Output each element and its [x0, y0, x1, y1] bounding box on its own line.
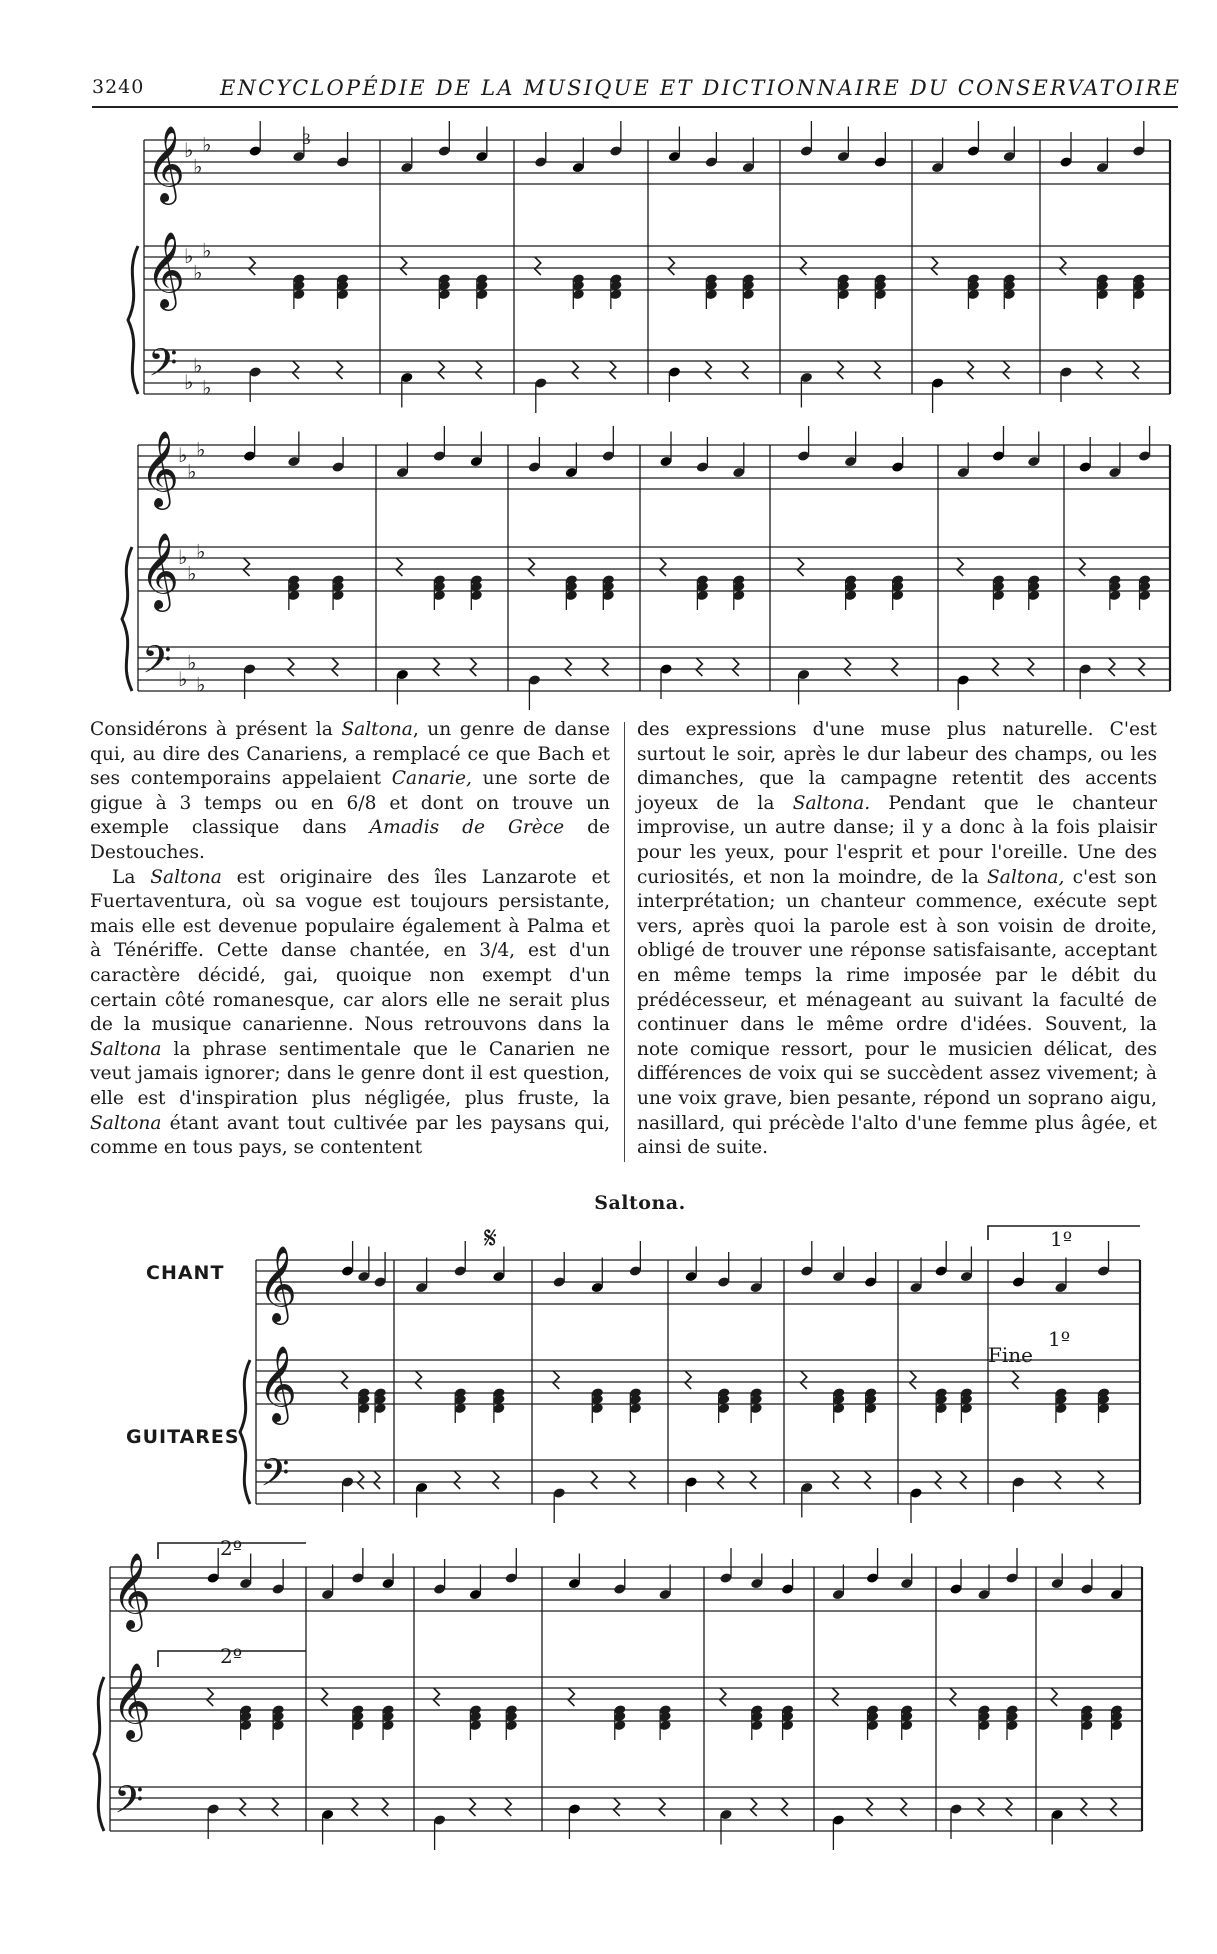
- treble-clef: 𝄞: [140, 430, 180, 508]
- rest-symbol: [493, 1471, 499, 1489]
- rest-symbol: [207, 1688, 213, 1706]
- bass-clef: 𝄢: [148, 340, 178, 394]
- rest-symbol: [837, 361, 843, 379]
- segno-sign: 𝄋: [484, 1221, 497, 1256]
- left-column-paragraph: [90, 718, 610, 866]
- article-column-right: [637, 718, 1157, 1161]
- rest-symbol: [288, 658, 294, 676]
- rest-symbol: [733, 658, 739, 676]
- triplet-mark: 3: [302, 132, 311, 148]
- rest-symbol: [568, 1688, 574, 1706]
- rest-symbol: [1060, 257, 1066, 275]
- rest-symbol: [591, 1471, 597, 1489]
- key-signature-flat: ♭: [187, 459, 197, 484]
- rest-symbol: [960, 1471, 966, 1489]
- rest-symbol: [1055, 1471, 1061, 1489]
- key-signature-flat: ♭: [178, 443, 188, 467]
- bass-clef: 𝄢: [114, 1777, 144, 1831]
- rest-symbol: [801, 1371, 807, 1389]
- rest-symbol: [867, 1798, 873, 1816]
- text-run: la phrase sentimentale que le Canarien ne veut jamais ignorer; dans le genre dont il est question, elle est d'inspiration plus négligée, plus fruste, la: [90, 1038, 610, 1109]
- key-signature-flat: ♭: [187, 561, 197, 586]
- rest-symbol: [454, 1471, 460, 1489]
- rest-symbol: [935, 1471, 941, 1489]
- right-column-paragraph: [637, 718, 1157, 1161]
- key-signature-flat: ♭: [196, 672, 206, 697]
- rest-symbol: [629, 1471, 635, 1489]
- text-run: de Destouches.: [90, 817, 610, 863]
- key-signature-flat: ♭: [184, 138, 194, 162]
- rest-symbol: [610, 361, 616, 379]
- rest-symbol: [505, 1798, 511, 1816]
- rest-symbol: [565, 658, 571, 676]
- text-run: c'est son interprétation; un chanteur commence, exécute sept vers, après quoi la parole est à son voisin de droite, obligé de trouver une réponse satisfaisante, acceptant en même temps la rime imposée par le débit du prédécesseur, et ménageant au suivant la faculté de continuer dans le même ordre d'idées. Souvent, la note comique ressort, pour le musicien délicat, des différences de voix qui se succèdent assez vivement; à une voix grave, bien pesante, répond un soprano aigu, nasillard, qui précède l'alto d'une femme plus âgée, et ainsi de suite.: [637, 866, 1157, 1159]
- key-signature-flat: ♭: [202, 132, 212, 157]
- rest-symbol: [332, 658, 338, 676]
- fine-mark: Fine: [988, 1343, 1033, 1367]
- treble-clef: 𝄞: [146, 231, 186, 309]
- italic-text: Saltona: [90, 1038, 162, 1060]
- rest-symbol: [382, 1798, 388, 1816]
- treble-clef: 𝄞: [258, 1345, 298, 1423]
- text-run: Considérons à présent la: [90, 719, 342, 740]
- rest-symbol: [416, 1371, 422, 1389]
- rest-symbol: [696, 658, 702, 676]
- rest-symbol: [602, 658, 608, 676]
- italic-text: Saltona: [341, 719, 413, 740]
- key-signature-flat: ♭: [193, 154, 203, 179]
- rest-symbol: [528, 558, 534, 576]
- score-system-1: [130, 125, 1178, 413]
- rest-symbol: [1111, 1798, 1117, 1816]
- text-run: Pendant que le chanteur improvise, un autre danse; il y a donc à la fois plaisir pour les yeux, pour l'esprit et pour l'oreille. Une des curiosités, et non la moindre, de la: [637, 792, 1157, 888]
- rest-symbol: [992, 658, 998, 676]
- rest-symbol: [322, 1688, 328, 1706]
- key-signature-flat: ♭: [193, 353, 203, 378]
- rest-symbol: [396, 558, 402, 576]
- key-signature-flat: ♭: [202, 238, 212, 263]
- running-title: ENCYCLOPÉDIE DE LA MUSIQUE ET DICTIONNAIRE DU CONSERVATOIRE: [220, 76, 1182, 100]
- treble-clef: 𝄞: [112, 1552, 152, 1630]
- italic-text: Saltona,: [987, 866, 1065, 888]
- italic-text: Saltona: [90, 1112, 162, 1134]
- rest-symbol: [1006, 1798, 1012, 1816]
- text-run: , un genre de danse qui, au dire des Canariens, a remplacé ce que Bach et ses contemporains appelaient: [90, 719, 610, 790]
- rest-symbol: [476, 361, 482, 379]
- rest-symbol: [978, 1798, 984, 1816]
- rest-symbol: [901, 1798, 907, 1816]
- rest-symbol: [1003, 361, 1009, 379]
- treble-clef: 𝄞: [140, 532, 180, 610]
- rest-symbol: [932, 257, 938, 275]
- rest-symbol: [782, 1798, 788, 1816]
- text-run: étant avant tout cultivée par les paysans qui, comme en tous pays, se contentent: [90, 1112, 610, 1159]
- brace: [94, 1677, 104, 1831]
- label-guitares: GUITARES: [126, 1426, 240, 1448]
- rest-symbol: [685, 1371, 691, 1389]
- score-system-2: [130, 430, 1178, 705]
- volta-2-label: 2º: [220, 1536, 243, 1560]
- rest-symbol: [1028, 658, 1034, 676]
- italic-text: Amadis de Grèce: [369, 817, 565, 839]
- volta-1-label-guitar: 1º: [1048, 1327, 1071, 1351]
- header-rule: [92, 106, 1178, 108]
- rest-symbol: [798, 558, 804, 576]
- bass-clef: 𝄢: [260, 1450, 290, 1504]
- rest-symbol: [470, 658, 476, 676]
- rest-symbol: [240, 1798, 246, 1816]
- treble-clef: 𝄞: [258, 1245, 298, 1323]
- rest-symbol: [910, 1371, 916, 1389]
- rest-symbol: [342, 1371, 348, 1389]
- brace: [122, 547, 132, 691]
- rest-symbol: [434, 1688, 440, 1706]
- key-signature-flat: ♭: [184, 244, 194, 268]
- score-system-3: [248, 1220, 1148, 1525]
- rest-symbol: [659, 1798, 665, 1816]
- column-divider: [624, 722, 625, 1162]
- rest-symbol: [401, 257, 407, 275]
- rest-symbol: [800, 257, 806, 275]
- rest-symbol: [1012, 1371, 1018, 1389]
- rest-symbol: [874, 361, 880, 379]
- key-signature-flat: ♭: [187, 650, 197, 675]
- rest-symbol: [742, 361, 748, 379]
- treble-clef: 𝄞: [112, 1662, 152, 1740]
- rest-symbol: [1079, 558, 1085, 576]
- rest-symbol: [1051, 1688, 1057, 1706]
- rest-symbol: [293, 361, 299, 379]
- rest-symbol: [614, 1798, 620, 1816]
- italic-text: Saltona: [150, 866, 222, 888]
- rest-symbol: [249, 257, 255, 275]
- brace: [128, 246, 138, 394]
- treble-clef: 𝄞: [146, 125, 186, 203]
- rest-symbol: [957, 558, 963, 576]
- text-run: est originaire des îles Lanzarote et Fuertaventura, où sa vogue est toujours persistante, mais elle est devenue populaire également à Palma et à Ténériffe. Cette danse chantée, en 3/4, est d'un caractère décidé, gai, quoique non exempt d'un certain côté romanesque, car alors elle ne serait plus de la musique canarienne. Nous retrouvons dans la: [90, 866, 610, 1036]
- score-system-4: [98, 1535, 1148, 1835]
- page-number: 3240: [92, 76, 145, 98]
- text-run: des expressions d'une muse plus naturelle. C'est surtout le soir, après le dur labeur des champs, ou les dimanches, que la campagne retentit des accents joyeux de la: [637, 719, 1157, 814]
- article-column-left: [90, 718, 610, 1161]
- article-text: [90, 718, 1178, 1168]
- rest-symbol: [352, 1798, 358, 1816]
- rest-symbol: [892, 658, 898, 676]
- running-head: [92, 76, 1182, 106]
- rest-symbol: [865, 1471, 871, 1489]
- italic-text: Saltona.: [792, 792, 871, 814]
- key-signature-flat: ♭: [193, 260, 203, 285]
- volta-2-label-guitar: 2º: [220, 1644, 243, 1668]
- rest-symbol: [1139, 658, 1145, 676]
- bass-clef: 𝄢: [142, 637, 172, 691]
- rest-symbol: [1098, 1471, 1104, 1489]
- rest-symbol: [967, 361, 973, 379]
- rest-symbol: [1081, 1798, 1087, 1816]
- key-signature-flat: ♭: [202, 375, 212, 400]
- key-signature-flat: ♭: [196, 539, 206, 564]
- rest-symbol: [572, 361, 578, 379]
- rest-symbol: [751, 1798, 757, 1816]
- key-signature-flat: ♭: [178, 667, 188, 691]
- key-signature-flat: ♭: [184, 370, 194, 394]
- rest-symbol: [845, 658, 851, 676]
- volta-1-label: 1º: [1050, 1227, 1073, 1251]
- rest-symbol: [705, 361, 711, 379]
- piece-title: Saltona.: [594, 1192, 686, 1214]
- italic-text: Canarie,: [391, 768, 472, 790]
- key-signature-flat: ♭: [178, 545, 188, 569]
- rest-symbol: [750, 1471, 756, 1489]
- rest-symbol: [244, 558, 250, 576]
- rest-symbol: [438, 361, 444, 379]
- label-chant: CHANT: [146, 1262, 225, 1284]
- rest-symbol: [1096, 361, 1102, 379]
- rest-symbol: [272, 1798, 278, 1816]
- rest-symbol: [950, 1688, 956, 1706]
- rest-symbol: [833, 1471, 839, 1489]
- rest-symbol: [668, 257, 674, 275]
- text-run: une sorte de gigue à 3 temps ou en 6/8 et dont on trouve un exemple classique dans: [90, 768, 610, 839]
- left-column-paragraph: [90, 866, 610, 1161]
- rest-symbol: [535, 257, 541, 275]
- rest-symbol: [337, 361, 343, 379]
- rest-symbol: [469, 1798, 475, 1816]
- rest-symbol: [660, 558, 666, 576]
- rest-symbol: [374, 1471, 380, 1489]
- rest-symbol: [358, 1471, 364, 1489]
- rest-symbol: [1109, 658, 1115, 676]
- rest-symbol: [1133, 361, 1139, 379]
- rest-symbol: [718, 1471, 724, 1489]
- rest-symbol: [433, 658, 439, 676]
- brace: [240, 1360, 250, 1504]
- rest-symbol: [720, 1688, 726, 1706]
- text-run: La: [112, 866, 151, 888]
- key-signature-flat: ♭: [196, 437, 206, 462]
- rest-symbol: [832, 1688, 838, 1706]
- rest-symbol: [553, 1371, 559, 1389]
